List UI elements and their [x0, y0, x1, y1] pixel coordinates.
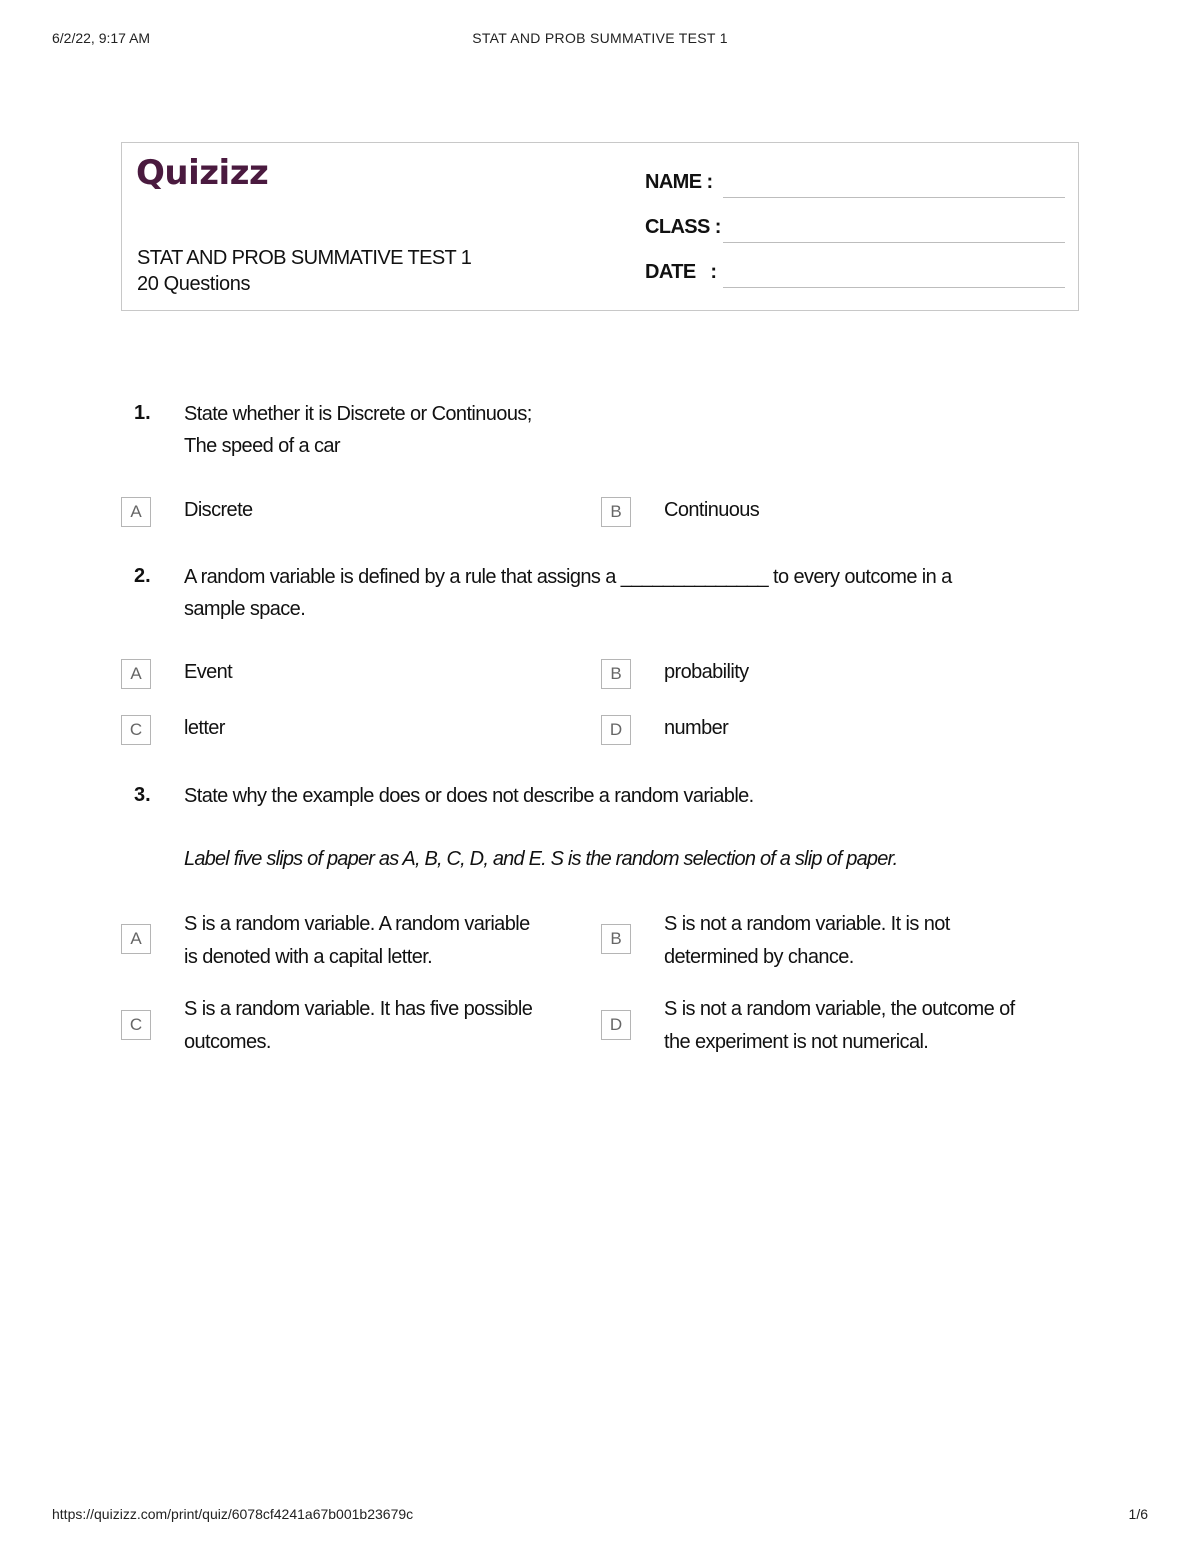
date-field[interactable] — [645, 261, 1065, 291]
option-text-line: the experiment is not numerical. — [664, 1031, 929, 1053]
option-letter-box[interactable]: B — [601, 497, 631, 527]
option-letter-box[interactable]: A — [121, 497, 151, 527]
quizizz-logo: Quizizz — [136, 153, 269, 193]
option-text — [664, 993, 1074, 1059]
option-letter-box[interactable]: D — [601, 715, 631, 745]
option-letter-box[interactable]: B — [601, 659, 631, 689]
option-text — [184, 908, 594, 974]
class-label: CLASS : — [645, 216, 721, 238]
option-letter-box[interactable]: B — [601, 924, 631, 954]
option-text — [664, 908, 1074, 974]
quiz-title: STAT AND PROB SUMMATIVE TEST 1 — [137, 247, 472, 269]
question-number: 1. — [134, 402, 151, 424]
option-text: Event — [184, 661, 233, 683]
option-text: letter — [184, 717, 225, 739]
option-text: probability — [664, 661, 749, 683]
name-label: NAME : — [645, 171, 713, 193]
option-text: number — [664, 717, 729, 739]
option-letter-box[interactable]: A — [121, 659, 151, 689]
question-text — [184, 561, 1064, 625]
date-label: DATE : — [645, 261, 717, 283]
question-text-line: The speed of a car — [184, 435, 340, 457]
question-text-line: A random variable is defined by a rule that assigns a ______________ to every outcome in a — [184, 566, 952, 588]
quiz-header-box — [121, 142, 1079, 311]
question-text-line: sample space. — [184, 598, 306, 620]
option-text-line: S is a random variable. A random variable — [184, 913, 530, 935]
print-url[interactable]: https://quizizz.com/print/quiz/6078cf4241a67b001b23679c — [52, 1506, 414, 1522]
class-line[interactable] — [723, 242, 1065, 243]
option-letter-box[interactable]: D — [601, 1010, 631, 1040]
class-field[interactable] — [645, 216, 1065, 246]
page-number: 1/6 — [1128, 1506, 1148, 1522]
question-text — [184, 398, 1064, 462]
option-text-line: S is not a random variable. It is not — [664, 913, 950, 935]
option-text: Continuous — [664, 499, 760, 521]
option-text-line: determined by chance. — [664, 946, 854, 968]
question-count: 20 Questions — [137, 273, 251, 295]
option-text: Discrete — [184, 499, 253, 521]
name-field[interactable] — [645, 171, 1065, 201]
print-date: 6/2/22, 9:17 AM — [52, 30, 151, 46]
question-number: 2. — [134, 565, 151, 587]
print-header — [0, 30, 1200, 50]
date-line[interactable] — [723, 287, 1065, 288]
option-text-line: is denoted with a capital letter. — [184, 946, 433, 968]
option-text-line: outcomes. — [184, 1031, 271, 1053]
question-number: 3. — [134, 784, 151, 806]
option-letter-box[interactable]: C — [121, 1010, 151, 1040]
option-text-line: S is not a random variable, the outcome of — [664, 998, 1015, 1020]
question-text-line: State whether it is Discrete or Continuous; — [184, 403, 532, 425]
print-title: STAT AND PROB SUMMATIVE TEST 1 — [472, 30, 728, 46]
question-note: Label five slips of paper as A, B, C, D, and E. S is the random selection of a slip of paper. — [184, 848, 898, 870]
question-text: State why the example does or does not describe a random variable. — [184, 785, 754, 807]
option-letter-box[interactable]: C — [121, 715, 151, 745]
option-text — [184, 993, 594, 1059]
name-line[interactable] — [723, 197, 1065, 198]
option-letter-box[interactable]: A — [121, 924, 151, 954]
option-text-line: S is a random variable. It has five possible — [184, 998, 533, 1020]
